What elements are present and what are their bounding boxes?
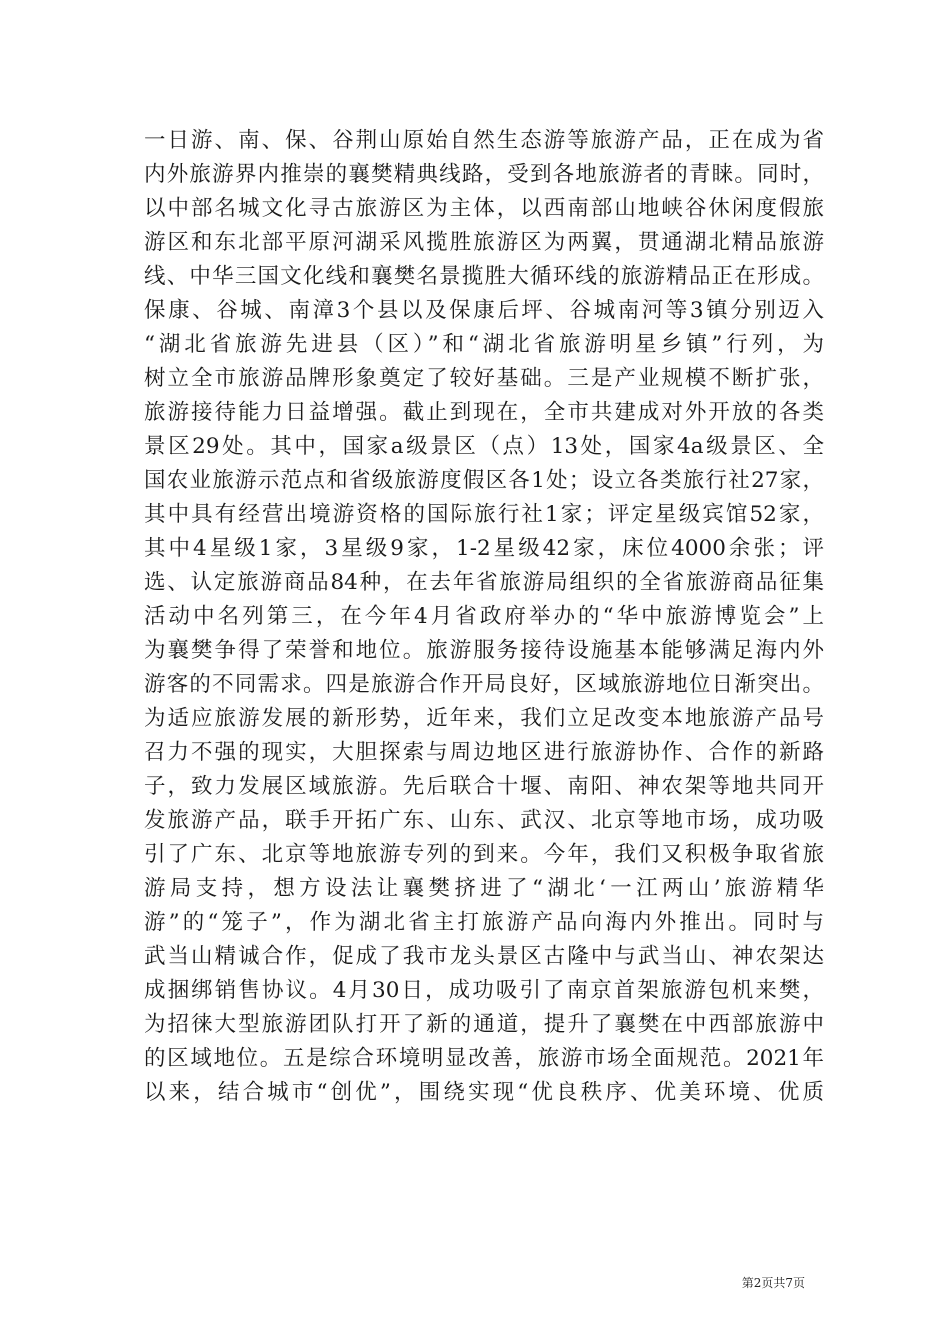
text-line: 发旅游产品，联手开拓广东、山东、武汉、北京等地市场，成功吸 xyxy=(144,808,824,833)
text-line: 旅游接待能力日益增强。截止到现在，全市共建成对外开放的各类 xyxy=(144,400,824,425)
text-line: 武当山精诚合作，促成了我市龙头景区古隆中与武当山、神农架达 xyxy=(144,944,824,969)
text-line: 保康、谷城、南漳3个县以及保康后坪、谷城南河等3镇分别迈入 xyxy=(144,298,824,323)
text-line: 内外旅游界内推崇的襄樊精典线路，受到各地旅游者的青睐。同时， xyxy=(144,162,824,187)
text-line: 游客的不同需求。四是旅游合作开局良好，区域旅游地位日渐突出。 xyxy=(144,672,824,697)
text-line: 线、中华三国文化线和襄樊名景揽胜大循环线的旅游精品正在形成。 xyxy=(144,264,824,289)
text-line: “湖北省旅游先进县（区）”和“湖北省旅游明星乡镇”行列，为 xyxy=(144,332,824,357)
text-line: 以中部名城文化寻古旅游区为主体，以西南部山地峡谷休闲度假旅 xyxy=(144,196,824,221)
text-line: 选、认定旅游商品84种，在去年省旅游局组织的全省旅游商品征集 xyxy=(144,570,824,595)
text-line: 活动中名列第三，在今年4月省政府举办的“华中旅游博览会”上 xyxy=(144,604,824,629)
text-line: 国农业旅游示范点和省级旅游度假区各1处；设立各类旅行社27家， xyxy=(144,468,824,493)
text-line: 景区29处。其中，国家a级景区（点）13处，国家4a级景区、全 xyxy=(144,434,824,459)
text-line: 树立全市旅游品牌形象奠定了较好基础。三是产业规模不断扩张， xyxy=(144,366,824,391)
text-line: 一日游、南、保、谷荆山原始自然生态游等旅游产品，正在成为省 xyxy=(144,128,824,153)
text-line: 的区域地位。五是综合环境明显改善，旅游市场全面规范。2021年 xyxy=(144,1046,824,1071)
text-line: 子，致力发展区域旅游。先后联合十堰、南阳、神农架等地共同开 xyxy=(144,774,824,799)
text-line: 其中具有经营出境游资格的国际旅行社1家；评定星级宾馆52家， xyxy=(144,502,824,527)
text-line: 游局支持，想方设法让襄樊挤进了“湖北‘一江两山’旅游精华 xyxy=(144,876,824,901)
text-line: 召力不强的现实，大胆探索与周边地区进行旅游协作、合作的新路 xyxy=(144,740,824,765)
text-line: 以来，结合城市“创优”，围绕实现“优良秩序、优美环境、优质 xyxy=(144,1080,824,1105)
page-number: 第2页共7页 xyxy=(741,1276,805,1290)
text-line: 为襄樊争得了荣誉和地位。旅游服务接待设施基本能够满足海内外 xyxy=(144,638,824,663)
text-line: 其中4星级1家，3星级9家，1-2星级42家，床位4000余张；评 xyxy=(144,536,824,561)
text-line: 游”的“笼子”，作为湖北省主打旅游产品向海内外推出。同时与 xyxy=(144,910,824,935)
text-line: 为适应旅游发展的新形势，近年来，我们立足改变本地旅游产品号 xyxy=(144,706,824,731)
text-line: 成捆绑销售协议。4月30日，成功吸引了南京首架旅游包机来樊， xyxy=(144,978,824,1003)
text-line: 为招徕大型旅游团队打开了新的通道，提升了襄樊在中西部旅游中 xyxy=(144,1012,824,1037)
document-body xyxy=(144,124,824,1110)
text-line: 游区和东北部平原河湖采风揽胜旅游区为两翼，贯通湖北精品旅游 xyxy=(144,230,824,255)
text-line: 引了广东、北京等地旅游专列的到来。今年，我们又积极争取省旅 xyxy=(144,842,824,867)
